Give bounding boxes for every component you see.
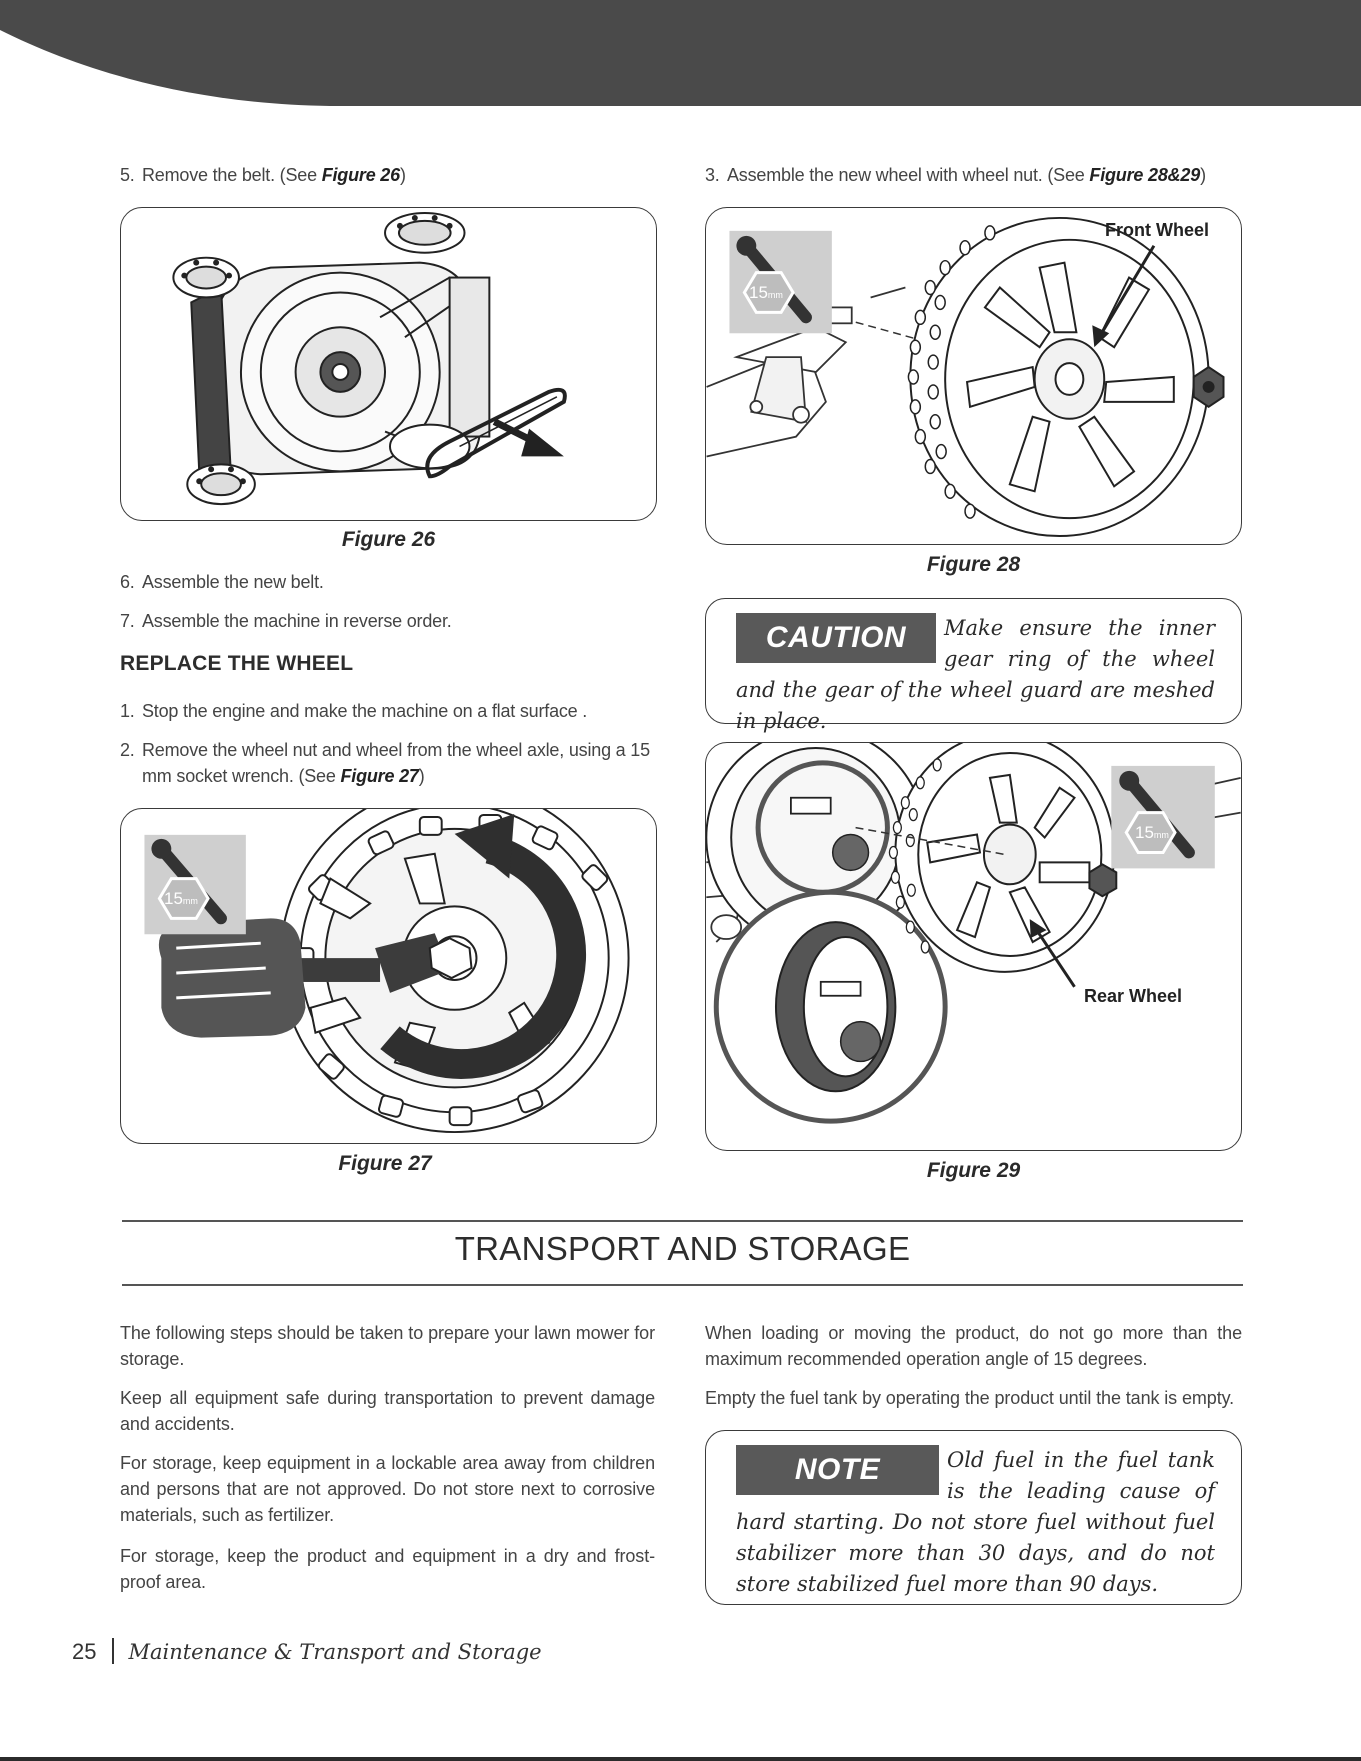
figure-26-caption: Figure 26: [341, 528, 436, 551]
figure-29-rear-wheel: [705, 742, 1242, 1151]
step-text: Assemble the machine in reverse order.: [142, 611, 452, 631]
socket-size: 15: [749, 283, 768, 302]
wheel-step-2: [120, 737, 665, 789]
socket-unit: mm: [767, 290, 783, 300]
note-badge: NOTE: [736, 1445, 939, 1495]
footer-section-title: Maintenance & Transport and Storage: [128, 1640, 542, 1664]
transport-paragraph-2: Keep all equipment safe during transportation to prevent damage and accidents.: [120, 1388, 655, 1434]
transport-paragraph-3: For storage, keep equipment in a lockable area away from children and persons that are not approved. Do not store next to corrosive materials, such as fertilizer.: [120, 1453, 655, 1525]
transport-paragraph-4: For storage, keep the product and equipment in a dry and frost-proof area.: [120, 1546, 655, 1592]
rear-wheel-label: Rear Wheel: [1084, 986, 1183, 1006]
step-7: [120, 608, 660, 634]
replace-wheel-heading: REPLACE THE WHEEL: [120, 652, 354, 675]
transport-paragraph-5: When loading or moving the product, do not go more than the maximum recommended operation angle of 15 degrees.: [705, 1323, 1242, 1369]
step-number: 6.: [120, 572, 135, 592]
step-text: Stop the engine and make the machine on a flat surface .: [142, 701, 588, 721]
figure-reference: Figure 28&29: [1089, 165, 1201, 185]
figure-28-front-wheel: [705, 207, 1242, 545]
figure-27-wheel-removal: [120, 808, 657, 1144]
figure-26-mower-underside: [120, 207, 657, 521]
step-6: [120, 569, 660, 595]
bottom-rule: [0, 1757, 1361, 1761]
figure-reference: Figure 26: [321, 165, 400, 185]
socket-unit: mm: [182, 896, 198, 906]
paren: ): [418, 766, 425, 786]
step-number: 2.: [120, 740, 135, 760]
front-wheel-label: Front Wheel: [1105, 220, 1209, 240]
step-number: 3.: [705, 165, 720, 185]
note-text: Old fuel in the fuel tank is the leading cause of hard starting. Do not store fuel without fuel stabilizer more than 30 days, and do not store stabilized fuel more than 90 days.: [736, 1448, 1215, 1596]
step-text: Assemble the new wheel with wheel nut. (See: [727, 165, 1090, 185]
step-3: [705, 162, 1250, 188]
caution-text: Make ensure the inner gear ring of the wheel and the gear of the wheel guard are meshed in place.: [736, 616, 1215, 733]
page-number: 25: [72, 1639, 97, 1664]
note-callout: [705, 1430, 1242, 1605]
section-rule-bottom: [122, 1284, 1243, 1286]
step-number: 1.: [120, 701, 135, 721]
step-text: Remove the wheel nut and wheel from the wheel axle, using a 15: [142, 740, 650, 760]
step-text-continued: mm socket wrench. (See: [142, 766, 341, 786]
header-band: [0, 0, 1361, 106]
transport-paragraph-6: Empty the fuel tank by operating the product until the tank is empty.: [705, 1388, 1235, 1408]
socket-size: 15: [164, 889, 183, 908]
transport-paragraph-1: The following steps should be taken to prepare your lawn mower for storage.: [120, 1323, 655, 1369]
page-footer: [72, 1638, 542, 1665]
paren: ): [1200, 165, 1206, 185]
wheel-removal-illustration: [121, 809, 656, 1143]
front-wheel-illustration: [706, 208, 1241, 544]
paren: ): [399, 165, 406, 185]
figure-28-caption: Figure 28: [926, 553, 1021, 576]
mower-underside-illustration: [121, 208, 656, 520]
socket-size-badge: [164, 889, 198, 909]
figure-29-caption: Figure 29: [926, 1159, 1021, 1182]
socket-size-badge: [1135, 823, 1169, 843]
caution-badge: CAUTION: [736, 613, 936, 663]
figure-27-caption: Figure 27: [338, 1152, 432, 1175]
step-text: Assemble the new belt.: [142, 572, 324, 592]
figure-reference: Figure 27: [340, 766, 419, 786]
socket-unit: mm: [1153, 830, 1169, 840]
socket-size: 15: [1135, 823, 1154, 842]
rear-wheel-illustration: [706, 743, 1241, 1150]
step-text: Remove the belt. (See: [142, 165, 322, 185]
step-number: 5.: [120, 165, 135, 185]
socket-size-badge: [749, 283, 783, 303]
footer-separator: [112, 1638, 114, 1664]
step-number: 7.: [120, 611, 135, 631]
caution-callout: [705, 598, 1242, 733]
wheel-step-1: [120, 698, 660, 724]
step-5: [120, 162, 660, 188]
section-rule-top: [122, 1220, 1243, 1222]
transport-storage-title: TRANSPORT AND STORAGE: [454, 1230, 911, 1267]
